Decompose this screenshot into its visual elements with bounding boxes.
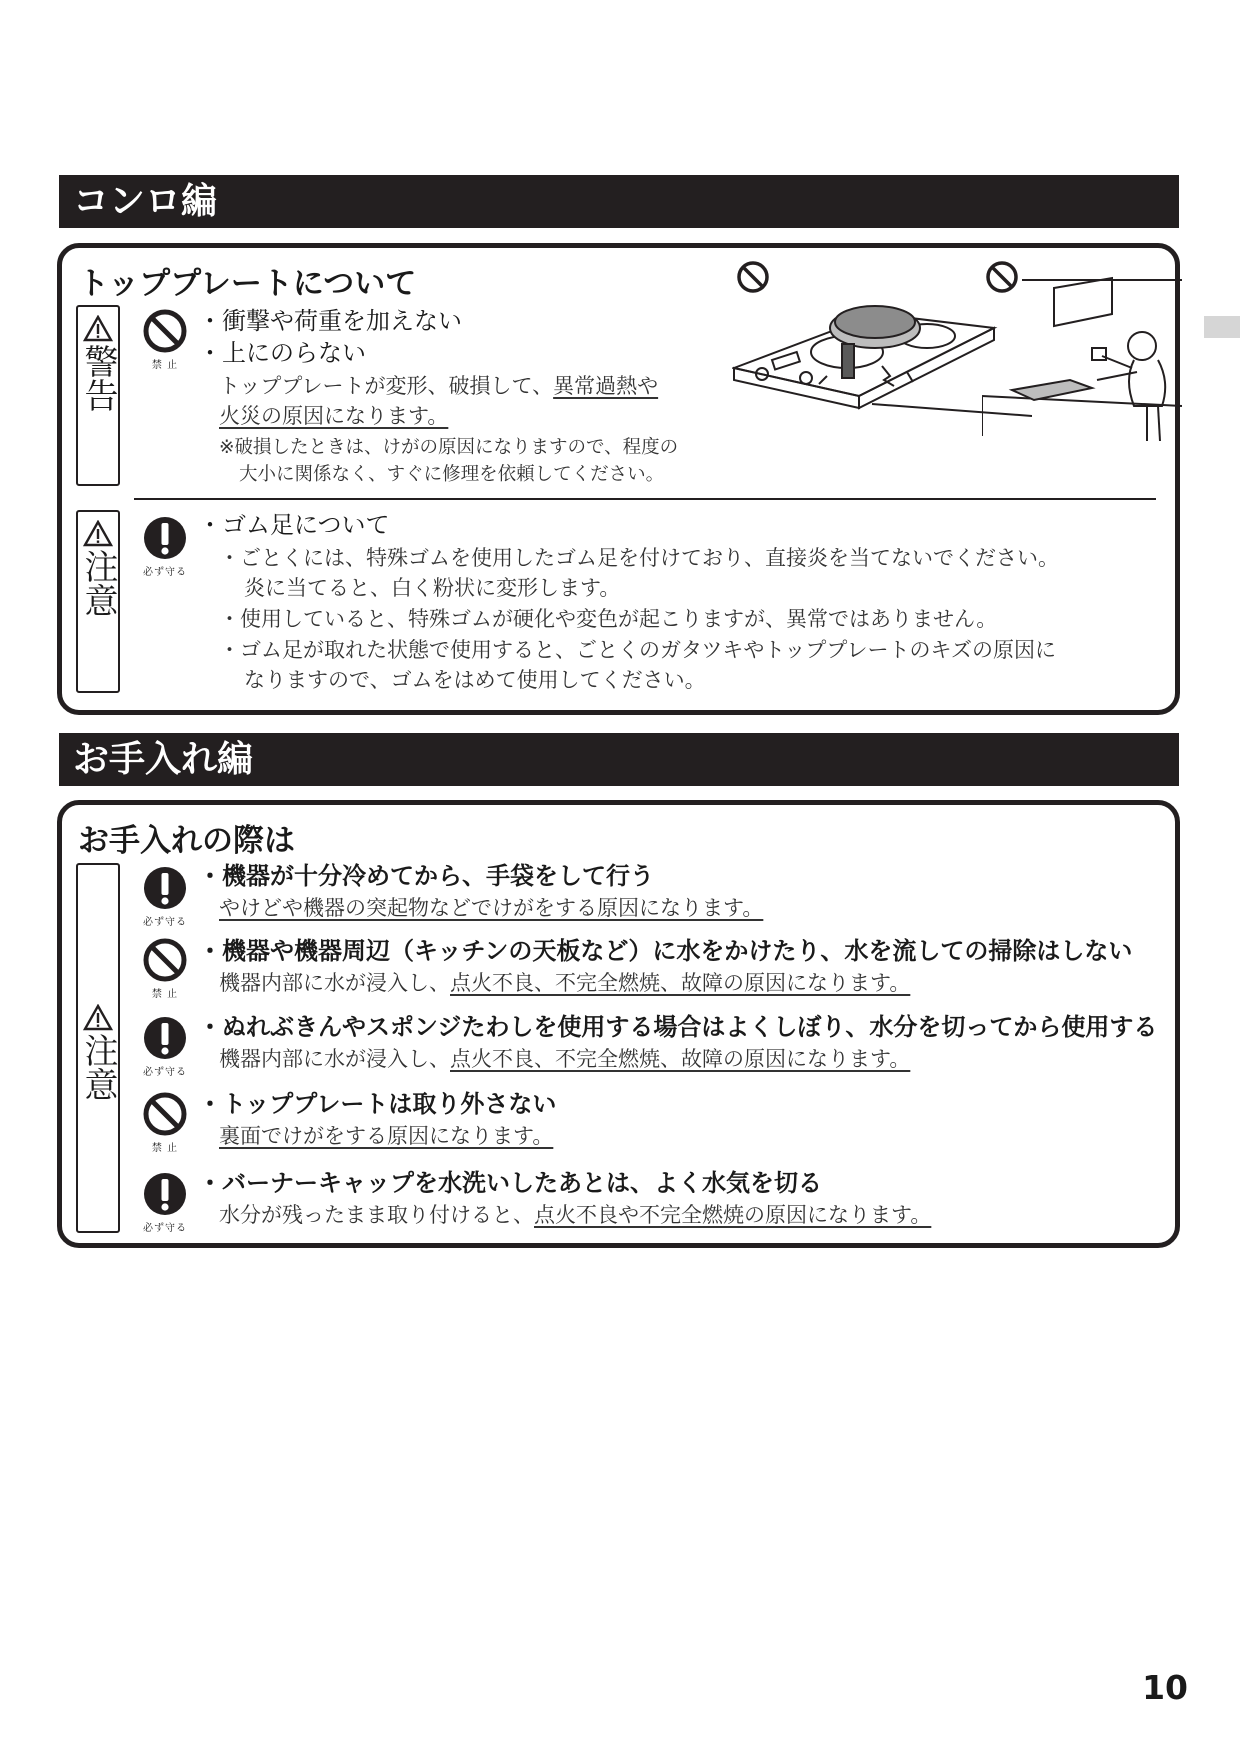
care-item-reason <box>219 1200 931 1230</box>
warning-item-2: ・上にのらない <box>198 339 366 367</box>
care-item-reason <box>219 893 763 923</box>
caution-word: 注意 <box>78 549 118 617</box>
mandatory-icon-block <box>140 1171 190 1234</box>
warning-triangle-icon <box>83 1004 113 1031</box>
reason-plain: トッププレートが変形、破損して、 <box>219 374 554 398</box>
caution-item: ・ゴム足について <box>198 511 390 539</box>
reason-plain: 機器内部に水が浸入し、 <box>219 971 450 995</box>
reason-underlined: やけどや機器の突起物などでけがをする原因になります。 <box>219 896 764 920</box>
mandatory-icon <box>142 1015 188 1061</box>
reason-plain: 水分が残ったまま取り付けると、 <box>219 1203 534 1227</box>
icon-caption: 禁 止 <box>151 989 179 1000</box>
top-plate-box <box>57 243 1180 715</box>
care-item-reason <box>219 968 910 998</box>
warning-item-1: ・衝撃や荷重を加えない <box>198 307 462 335</box>
index-tab <box>1204 316 1240 338</box>
warning-label <box>76 305 120 486</box>
reason-underlined: 火災の原因になります。 <box>219 404 449 428</box>
warning-note-1: ※破損したときは、けがの原因になりますので、程度の <box>219 437 679 458</box>
care-box <box>57 800 1180 1248</box>
section-band-care: お手入れ編 <box>59 733 1179 786</box>
warning-word: 警告 <box>78 344 118 412</box>
reason-underlined: 点火不良や不完全燃焼の原因になります。 <box>534 1203 932 1227</box>
mandatory-icon <box>142 515 188 561</box>
mandatory-icon-block <box>140 515 190 578</box>
prohibited-icon-block <box>140 937 190 1000</box>
section-band-stove: コンロ編 <box>59 175 1179 228</box>
icon-caption: 禁 止 <box>151 1143 179 1154</box>
prohibited-icon <box>142 937 188 983</box>
caution-line-3: ・使用していると、特殊ゴムが硬化や変色が起こりますが、異常ではありません。 <box>219 607 998 631</box>
page-number: 10 <box>1142 1668 1188 1707</box>
caution-word: 注意 <box>78 1032 118 1101</box>
care-item-title: ・ぬれぶきんやスポンジたわしを使用する場合はよくしぼり、水分を切ってから使用する <box>198 1013 1158 1041</box>
icon-caption: 必ず守る <box>143 917 187 928</box>
warning-reason-1 <box>219 371 658 401</box>
box-title: トッププレートについて <box>78 266 417 302</box>
mandatory-icon <box>142 1171 188 1217</box>
prohibited-icon <box>142 308 188 354</box>
warning-note-2: 大小に関係なく、すぐに修理を依頼してください。 <box>239 464 665 485</box>
person-climbing-illustration <box>982 256 1182 446</box>
prohibited-icon <box>142 1091 188 1137</box>
caution-line-2: 炎に当てると、白く粉状に変形します。 <box>244 576 621 600</box>
care-item-title: ・バーナーキャップを水洗いしたあとは、よく水気を切る <box>198 1169 822 1197</box>
caution-line-4: ・ゴム足が取れた状態で使用すると、ごとくのガタツキやトッププレートのキズの原因に <box>219 638 1057 662</box>
warning-triangle-icon <box>83 315 113 342</box>
reason-underlined: 異常過熱や <box>553 374 659 398</box>
mandatory-icon-block <box>140 1015 190 1078</box>
care-item-title: ・機器が十分冷めてから、手袋をして行う <box>198 862 654 890</box>
icon-caption: 必ず守る <box>143 1067 187 1078</box>
reason-underlined: 裏面でけがをする原因になります。 <box>219 1124 554 1148</box>
mandatory-icon-block <box>140 865 190 928</box>
prohibited-icon-block <box>140 1091 190 1154</box>
prohibited-icon-block <box>140 308 190 371</box>
section-divider <box>134 498 1156 500</box>
care-item-reason <box>219 1044 910 1074</box>
reason-underlined: 点火不良、不完全燃焼、故障の原因になります。 <box>450 1047 911 1071</box>
mandatory-icon <box>142 865 188 911</box>
care-item-title: ・機器や機器周辺（キッチンの天板など）に水をかけたり、水を流しての掃除はしない <box>198 937 1133 965</box>
caution-line-1: ・ごとくには、特殊ゴムを使用したゴム足を付けており、直接炎を当てないでください。 <box>219 546 1059 570</box>
icon-caption: 禁 止 <box>151 360 179 371</box>
warning-triangle-icon <box>83 520 113 547</box>
caution-label <box>76 863 120 1233</box>
care-item-title: ・トッププレートは取り外さない <box>198 1090 557 1118</box>
reason-underlined: 点火不良、不完全燃焼、故障の原因になります。 <box>450 971 911 995</box>
reason-plain: 機器内部に水が浸入し、 <box>219 1047 450 1071</box>
caution-label <box>76 510 120 693</box>
warning-reason-2 <box>219 401 448 431</box>
care-item-reason <box>219 1121 553 1151</box>
caution-line-5: なりますので、ゴムをはめて使用してください。 <box>244 668 706 692</box>
icon-caption: 必ず守る <box>143 1223 187 1234</box>
box-title: お手入れの際は <box>78 823 295 859</box>
icon-caption: 必ず守る <box>143 567 187 578</box>
